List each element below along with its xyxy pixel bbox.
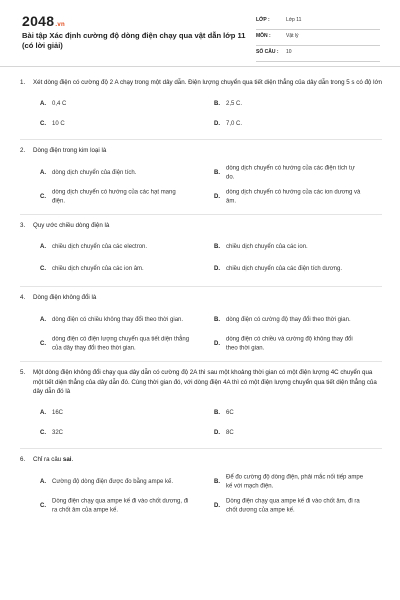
option-text: 32C	[52, 429, 64, 436]
question-stem	[20, 78, 382, 88]
option-c[interactable]	[20, 114, 194, 134]
question-1	[20, 78, 382, 140]
option-text: chiều dịch chuyển của các ion.	[226, 243, 308, 250]
option-text: Cường độ dòng điện được đo bằng ampe kế.	[52, 478, 173, 485]
option-letter: A.	[40, 316, 46, 323]
option-text: 16C	[52, 409, 64, 416]
option-c[interactable]	[20, 494, 194, 518]
option-letter: A.	[40, 169, 46, 176]
logo-main: 2048	[22, 13, 55, 29]
meta-row-class	[256, 14, 380, 30]
meta-value: Lớp 11	[286, 17, 302, 23]
meta-row-count	[256, 46, 380, 62]
question-stem	[20, 293, 382, 303]
question-text-prefix: Chỉ ra câu	[33, 455, 63, 463]
options	[20, 161, 382, 209]
option-c[interactable]	[20, 257, 194, 281]
meta-value: 10	[286, 49, 292, 55]
option-letter: B.	[214, 409, 220, 416]
option-c[interactable]	[20, 332, 194, 356]
option-letter: D.	[214, 340, 220, 347]
option-letter: A.	[40, 100, 46, 107]
option-text: dòng dịch chuyển có hướng của các ion dương và âm.	[226, 189, 361, 204]
options	[20, 94, 382, 134]
option-letter: C.	[40, 265, 46, 272]
question-divider	[20, 361, 382, 362]
option-text: dòng dịch chuyển có hướng của các hạt mang điện.	[52, 189, 176, 204]
option-text: dòng điện có chiều và cường độ không thay đổi theo thời gian.	[226, 336, 353, 351]
option-text: Dòng điện chạy qua ampe kế đi vào chốt âm, đi ra chốt dương của ampe kế.	[226, 498, 360, 513]
option-letter: D.	[214, 120, 220, 127]
question-6	[20, 455, 382, 519]
option-letter: C.	[40, 502, 46, 509]
question-3	[20, 221, 382, 287]
option-text: chiều dịch chuyển của các điện tích dương.	[226, 265, 343, 272]
option-letter: A.	[40, 478, 46, 485]
option-a[interactable]	[20, 470, 194, 494]
meta-row-subject	[256, 30, 380, 46]
option-text: 6C	[226, 409, 234, 416]
question-stem	[20, 368, 382, 397]
question-number: 3.	[20, 222, 26, 229]
question-5	[20, 368, 382, 449]
question-text-emphasis: sai	[62, 455, 72, 463]
header-divider	[0, 66, 400, 67]
question-text: Xét dòng điện có cường độ 2 A chạy trong một dây dẫn. Điện lượng chuyển qua tiết diện thẳng của dây dẫn trong 5 s có độ lớn	[33, 79, 382, 86]
option-d[interactable]	[194, 332, 368, 356]
option-a[interactable]	[20, 403, 194, 423]
question-4	[20, 293, 382, 363]
page-title: Bài tập Xác định cường độ dòng điện chạy qua vật dẫn lớp 11 (có lời giải)	[22, 31, 246, 50]
option-letter: B.	[214, 100, 220, 107]
options	[20, 470, 382, 518]
option-letter: B.	[214, 316, 220, 323]
option-b[interactable]	[194, 161, 368, 185]
site-logo[interactable]	[22, 13, 65, 29]
option-d[interactable]	[194, 423, 368, 443]
question-text: Quy ước chiều dòng điện là	[33, 222, 110, 229]
option-text: chiều dịch chuyển của các electron.	[52, 243, 148, 250]
option-c[interactable]	[20, 185, 194, 209]
question-stem	[20, 146, 382, 156]
logo-tld: .vn	[55, 22, 65, 28]
option-a[interactable]	[20, 94, 194, 114]
option-letter: B.	[214, 478, 220, 485]
option-letter: D.	[214, 429, 220, 436]
question-stem	[20, 455, 382, 465]
question-number: 4.	[20, 293, 26, 301]
option-text: 8C	[226, 429, 234, 436]
options	[20, 308, 382, 356]
option-b[interactable]	[194, 237, 368, 257]
option-text: dòng điện có điện lượng chuyển qua tiết diện thẳng của dây thay đổi theo thời gian.	[52, 336, 190, 351]
question-list	[0, 78, 400, 518]
option-text: 7,0 C.	[226, 120, 243, 127]
question-text-suffix: .	[71, 455, 74, 463]
option-letter: B.	[214, 169, 220, 176]
option-letter: A.	[40, 409, 46, 416]
question-divider	[20, 214, 382, 215]
question-stem	[20, 221, 382, 231]
option-letter: C.	[40, 120, 46, 127]
options	[20, 403, 382, 443]
option-letter: C.	[40, 340, 46, 347]
meta-label: LỚP :	[256, 17, 270, 23]
question-number: 5.	[20, 369, 26, 376]
option-text: 2,5 C.	[226, 100, 243, 107]
meta-label: SỐ CÂU :	[256, 49, 279, 55]
header	[0, 0, 400, 66]
option-a[interactable]	[20, 308, 194, 332]
option-letter: C.	[40, 429, 46, 436]
option-letter: C.	[40, 193, 46, 200]
question-number: 6.	[20, 455, 26, 463]
meta-label: MÔN :	[256, 33, 271, 39]
option-text: dòng điện có chiều không thay đổi theo thời gian.	[52, 316, 184, 323]
meta-value: Vật lý	[286, 33, 299, 39]
option-text: Dòng điện chạy qua ampe kế đi vào chốt dương, đi ra chốt âm của ampe kế.	[52, 498, 189, 513]
option-c[interactable]	[20, 423, 194, 443]
option-text: dòng dịch chuyển của điện tích.	[52, 169, 137, 176]
option-b[interactable]	[194, 94, 368, 114]
question-number: 2.	[20, 146, 26, 154]
question-text: Dòng điện trong kim loại là	[33, 146, 107, 154]
question-divider	[20, 286, 382, 287]
option-b[interactable]	[194, 403, 368, 423]
question-2	[20, 146, 382, 216]
question-text: Dòng điện không đổi là	[33, 293, 97, 301]
option-letter: A.	[40, 243, 46, 250]
option-text: 0,4 C	[52, 100, 67, 107]
option-b[interactable]	[194, 308, 368, 332]
meta-info	[256, 14, 380, 62]
option-letter: D.	[214, 502, 220, 509]
options	[20, 237, 382, 281]
option-text: chiều dịch chuyển của các ion âm.	[52, 265, 144, 272]
question-divider	[20, 139, 382, 140]
option-a[interactable]	[20, 161, 194, 185]
option-d[interactable]	[194, 114, 368, 134]
option-letter: D.	[214, 193, 220, 200]
option-a[interactable]	[20, 237, 194, 257]
question-number: 1.	[20, 79, 26, 86]
option-text: 10 C	[52, 120, 65, 127]
option-d[interactable]	[194, 185, 368, 209]
option-text: dòng điện có cường độ thay đổi theo thời gian.	[226, 316, 351, 323]
option-letter: B.	[214, 243, 220, 250]
question-text	[33, 456, 73, 463]
option-text: dòng dịch chuyển có hướng của các điện tích tự do.	[226, 165, 355, 180]
option-d[interactable]	[194, 257, 368, 281]
option-d[interactable]	[194, 494, 368, 518]
question-text: Một dòng điện không đổi chạy qua dây dẫn có cường độ 2A thì sau một khoảng thời gian có một điện lượng 4C chuyển qua một tiết diện thẳng của dây dẫn đó. Cùng thời gian đó, với dòng điện 4A thì có một điện lượng chuyển qua tiết diện thẳng của dây dẫn đó là	[33, 369, 377, 395]
option-letter: D.	[214, 265, 220, 272]
question-divider	[20, 448, 382, 449]
option-b[interactable]	[194, 470, 368, 494]
option-text: Để đo cường độ dòng điện, phải mắc nối tiếp ampe kế với mạch điện.	[226, 474, 364, 489]
